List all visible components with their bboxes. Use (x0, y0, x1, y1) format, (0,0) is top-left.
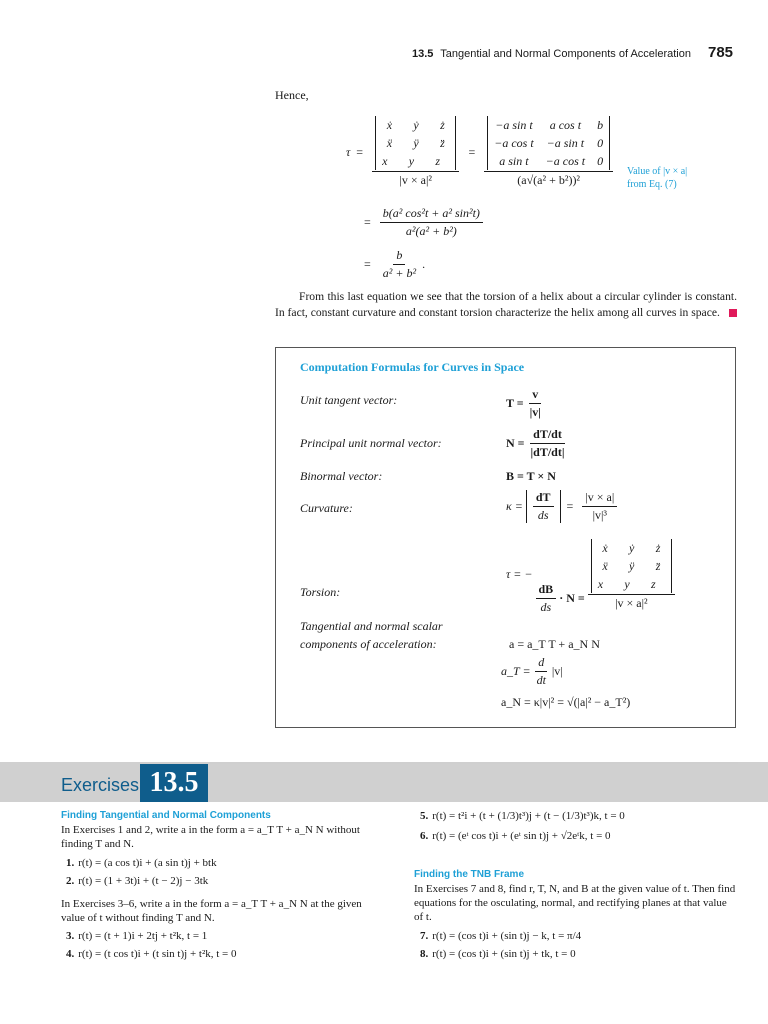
accel-label-line1: Tangential and normal scalar (300, 619, 443, 633)
unit-tangent-formula: T = $\frac{v}{|v|}$ (506, 387, 541, 419)
line3-numerator: b (393, 248, 405, 265)
determinant-entry: −a cos t (494, 136, 534, 150)
intro-ex-3-6: In Exercises 3–6, write a in the form a = a_T T + a_N N at the given value of t without finding T and N. (61, 898, 362, 924)
determinant-entry: b (597, 118, 604, 132)
determinant-entry: ÿ (413, 136, 419, 150)
curvature-formula: κ = $\frac{dT}{ds}$ = $\frac{|v \times a|}{\text{|v|³}}$ (506, 490, 620, 523)
torsion-label: Torsion: (300, 585, 341, 599)
exercise-4: 4. r(t) = (t cos t)i + (t sin t)j + t²k, t = 0 (66, 948, 237, 960)
determinant-entry: x⃛ (382, 154, 397, 168)
side-note: Value of |v × a| from Eq. (7) (627, 166, 688, 190)
exercise-3: 3. r(t) = (t + 1)i + 2tj + t²k, t = 1 (66, 930, 208, 942)
determinant-entry: ẍ (602, 558, 608, 573)
determinant-entry: −a cos t (545, 154, 586, 168)
determinant-entry: z⃛ (435, 154, 450, 168)
equals: = (468, 144, 476, 159)
exercise-8: 8. r(t) = (cos t)i + (sin t)j + tk, t = 0 (420, 948, 576, 960)
fraction-det-over-cross (372, 116, 459, 188)
determinant-entry: ż (440, 118, 445, 132)
exercises-rule (210, 762, 738, 764)
subhead-tangential-normal: Finding Tangential and Normal Components (61, 810, 271, 821)
torsion-formula: τ = − $\frac{dB}{ds}$ · N = ẋ ẏ ż ẍ ÿ z̈ x⃛ y⃛ z⃛ |v × a|² (506, 534, 678, 615)
conclusion-paragraph: From this last equation we see that the torsion of a helix about a circular cylinder is constant. In fact, constant curvature and constant torsion characterize the helix among all curves in space. (275, 290, 737, 319)
principal-normal-formula: N = $\frac{dT/dt}{|dT/dt|}$ (506, 427, 565, 459)
equals: = (356, 144, 364, 159)
section-number: 13.5 (412, 48, 434, 60)
tau-symbol: τ (346, 144, 351, 159)
determinant-entry: ẏ (413, 118, 419, 132)
section-title: Tangential and Normal Components of Acceleration (440, 48, 691, 60)
intro-ex-7-8: In Exercises 7 and 8, find r, T, N, and B at the given value of t. Then find equations for the osculating, normal, and rectifying planes at that value of t. (414, 883, 736, 923)
cross-norm-squared: |v × a|² (399, 173, 432, 187)
determinant-entry: ẋ (386, 118, 393, 132)
exercise-6: 6. r(t) = (eᵗ cos t)i + (eᵗ sin t)j + √2eᵗk, t = 0 (420, 830, 611, 842)
exercise-7: 7. r(t) = (cos t)i + (sin t)j − k, t = π/4 (420, 930, 582, 942)
helix-denominator: (a√(a² + b²))² (517, 173, 581, 187)
determinant-entry: z̈ (655, 558, 661, 573)
determinant-entry: −a sin t (495, 118, 533, 132)
curvature-label: Curvature: (300, 501, 353, 515)
helix-determinant (487, 116, 610, 170)
accel-formula-2: a_T = $\frac{d}{dt}$ |v| (501, 655, 563, 687)
torsion-determinant (591, 539, 672, 593)
line2-denominator: a²(a² + b²) (405, 224, 457, 238)
determinant-entry: a cos t (549, 118, 582, 132)
principal-normal-label: Principal unit normal vector: (300, 436, 442, 450)
exercise-2: 2. r(t) = (1 + 3t)i + (t − 2)j − 3tk (66, 875, 209, 887)
determinant-entry: ÿ (629, 558, 635, 573)
intro-ex-1-2: In Exercises 1 and 2, write a in the form a = a_T T + a_N N without finding T and N. (61, 824, 360, 850)
determinant-entry: y⃛ (624, 576, 640, 591)
determinant-entry: 0 (597, 136, 604, 150)
accel-label-line2: components of acceleration: (300, 637, 437, 651)
determinant-entry: ẋ (602, 540, 608, 555)
derivative-determinant (375, 116, 456, 170)
torsion-derivation-line3: = $\frac{b}{\text{a² + b²}}$ . (364, 248, 426, 280)
exercises-section-number: 13.5 (140, 764, 208, 802)
running-header (412, 48, 691, 60)
determinant-entry: ż (655, 540, 661, 555)
determinant-entry: x⃛ (597, 576, 613, 591)
determinant-entry: −a sin t (546, 136, 585, 150)
determinant-entry: z⃛ (651, 576, 666, 591)
binormal-formula: B = T × N (506, 469, 556, 483)
determinant-entry: 0 (597, 154, 604, 168)
end-of-example-mark (729, 309, 737, 317)
determinant-entry: y⃛ (408, 154, 424, 168)
torsion-derivation-line1 (346, 116, 616, 188)
subhead-tnb-frame: Finding the TNB Frame (414, 869, 524, 880)
binormal-label: Binormal vector: (300, 469, 383, 483)
formula-box-title: Computation Formulas for Curves in Space (300, 360, 525, 374)
determinant-entry: ẍ (386, 136, 393, 150)
determinant-entry: ẏ (629, 540, 635, 555)
exercise-1: 1. r(t) = (a cos t)i + (a sin t)j + btk (66, 857, 217, 869)
determinant-entry: z̈ (440, 136, 445, 150)
accel-formula-1: a = a_T T + a_N N (509, 637, 600, 651)
determinant-entry: a sin t (499, 154, 529, 168)
line2-numerator: b(a² cos²t + a² sin²t) (380, 206, 483, 223)
exercises-heading: Exercises (61, 775, 140, 795)
equals: = (364, 257, 371, 271)
fraction-helix-det (484, 116, 613, 188)
unit-tangent-label: Unit tangent vector: (300, 393, 398, 407)
page-number: 785 (708, 44, 734, 61)
torsion-derivation-line2 (358, 206, 486, 239)
equals: = (364, 215, 371, 229)
hence-text: Hence, (275, 88, 309, 102)
accel-formula-3: a_N = κ|v|² = √(|a|² − a_T²) (501, 695, 631, 709)
line3-denominator: a² + b² (382, 266, 417, 280)
exercise-5: 5. r(t) = t²i + (t + (1/3)t³)j + (t − (1/3)t³)k, t = 0 (420, 810, 625, 822)
